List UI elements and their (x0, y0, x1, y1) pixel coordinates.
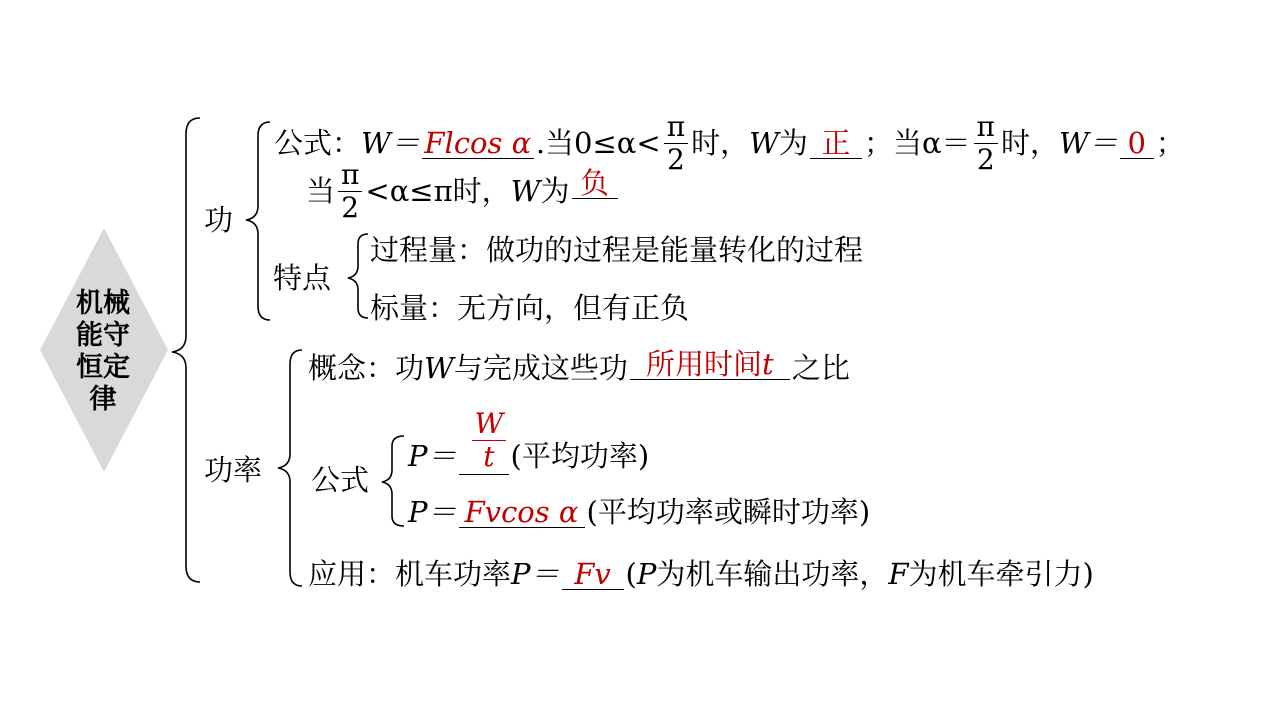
formula-text: 当 (306, 174, 336, 208)
formula-p: P＝ (408, 495, 457, 529)
answer-negative: 负 (572, 168, 618, 199)
fraction-pi-over-2 (664, 109, 688, 176)
fraction-numerator: π (664, 113, 688, 144)
fraction-denominator: t (483, 439, 495, 473)
fraction-numerator: π (974, 113, 998, 144)
formula-p: P＝ (408, 439, 457, 473)
formula-text: ；当α＝ (863, 126, 971, 160)
features-label: 特点 (273, 261, 332, 295)
formula-w: W (749, 126, 779, 160)
answer-w-over-t (459, 406, 509, 475)
fraction-denominator: 2 (666, 142, 685, 176)
formula-note: (平均功率) (510, 439, 650, 473)
application-lead: 应用：机车功率 (308, 557, 512, 591)
work-formula-line-2 (306, 157, 620, 224)
answer-flcos: Flcos α (422, 128, 534, 159)
answer-fv: Fv (562, 559, 624, 590)
concept-w: W (424, 351, 454, 385)
fraction-pi-over-2 (974, 109, 998, 176)
formula-w: W＝ (1058, 126, 1118, 160)
feature-process: 过程量：做功的过程是能量转化的过程 (370, 233, 864, 267)
formula-p: P＝ (511, 557, 560, 591)
power-concept-line (308, 346, 850, 386)
power-brace (278, 350, 302, 586)
answer-time-text: 所用时间 (646, 346, 763, 381)
formula-text: 为 (540, 174, 570, 208)
feature-scalar: 标量：无方向，但有正负 (370, 291, 690, 325)
formula-w: W＝ (361, 126, 420, 160)
answer-time-var: t (762, 346, 774, 381)
power-formula-1 (408, 402, 649, 482)
formula-w: W (510, 174, 541, 208)
formula-lead: 公式： (274, 126, 362, 160)
formula-text: ； (1155, 126, 1185, 160)
formula-text: 时， (691, 126, 750, 160)
application-text: 为机车输出功率， (656, 557, 889, 591)
formula-range: .当0≤α< (535, 126, 661, 160)
fraction-pi-over-2 (338, 157, 362, 224)
concept-text: 与完成这些功 (453, 351, 628, 385)
fraction-denominator: 2 (976, 142, 995, 176)
formula-text: 为 (778, 126, 808, 160)
fraction-denominator: 2 (341, 190, 360, 224)
answer-zero: 0 (1120, 128, 1154, 159)
concept-tail: 之比 (791, 351, 850, 385)
fraction-w-over-t (472, 406, 507, 473)
fraction-numerator: W (472, 410, 507, 441)
root-title-line: 能守 (76, 320, 130, 351)
power-formula-label: 公式 (311, 463, 370, 497)
application-var: P (636, 557, 657, 591)
main-brace (172, 118, 200, 582)
concept-lead: 概念：功 (308, 351, 425, 385)
power-application-line (308, 556, 1094, 592)
features-brace (348, 234, 368, 318)
answer-positive: 正 (810, 128, 862, 159)
root-title-line: 律 (89, 384, 117, 415)
formula-text: 时， (1000, 126, 1059, 160)
work-brace (246, 122, 270, 320)
fraction-numerator: π (338, 161, 362, 192)
root-title (57, 288, 149, 416)
power-formula-brace (382, 436, 404, 526)
power-formula-2 (408, 494, 870, 530)
formula-text: <α≤π时， (365, 174, 511, 208)
application-text: 为机车牵引力) (908, 557, 1094, 591)
answer-fvcos: Fvcos α (459, 497, 585, 528)
root-title-line: 恒定 (76, 352, 130, 383)
application-text: ( (625, 557, 637, 591)
work-formula-line (274, 109, 1185, 176)
answer-time (630, 346, 790, 381)
work-label: 功 (204, 203, 234, 237)
formula-note: (平均功率或瞬时功率) (586, 495, 871, 529)
power-label: 功率 (204, 453, 263, 487)
application-var: F (888, 557, 909, 591)
root-title-line: 机械 (76, 288, 130, 319)
